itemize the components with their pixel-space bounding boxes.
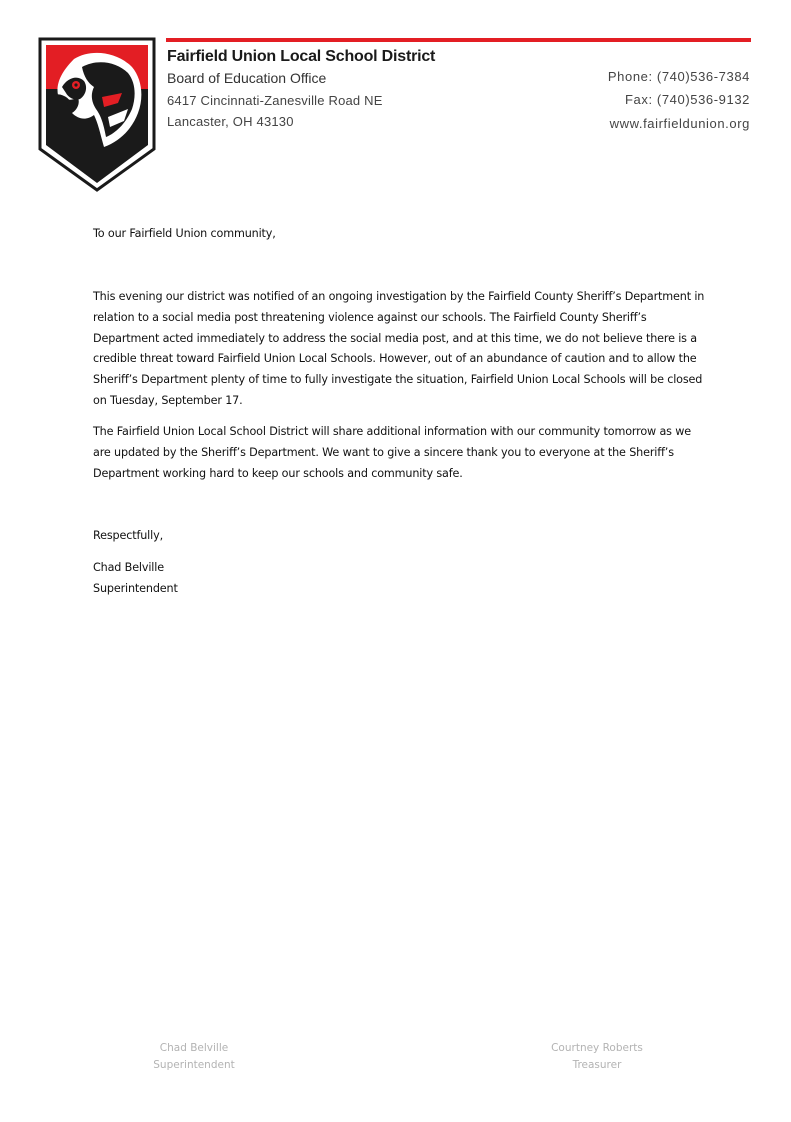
footer-right-name: Courtney Roberts (551, 1042, 643, 1054)
footer-left-name: Chad Belville (159, 1042, 229, 1054)
footer-right-title: Treasurer (572, 1059, 622, 1071)
website-link[interactable]: www.fairfieldunion.org (609, 116, 750, 131)
closing: Respectfully, (93, 529, 163, 542)
paragraph-1: This evening our district was notified of an ongoing investigation by the Fairfield County Sheriff’s Department in relation to a social media post threatening violence against our schools. The Fairfield County Sheriff’s Department acted immediately to address the social media post, and at this time, we do not believe there is a credible threat toward Fairfield Union Local Schools. However, out of an abundance of caution and to allow the Sheriff’s Department plenty of time to fully investigate the situation, Fairfield Union Local Schools will be closed on Tuesday, September 17. (93, 290, 705, 407)
org-name: Fairfield Union Local School District (167, 48, 436, 65)
footer-superintendent (104, 1040, 284, 1074)
falcon-shield-logo (38, 37, 156, 192)
header-rule (166, 38, 751, 42)
address-line-2: Lancaster, OH 43130 (167, 114, 294, 129)
phone-number: Phone: (740)536-7384 (607, 69, 750, 84)
fax-number: Fax: (740)536-9132 (625, 92, 750, 107)
paragraph-2: The Fairfield Union Local School District will share additional information with our community tomorrow as we are updated by the Sheriff’s Department. We want to give a sincere thank you to everyone at the Sheriff’s Department working hard to keep our schools and community safe. (93, 425, 691, 480)
footer-left-title: Superintendent (153, 1059, 235, 1071)
salutation: To our Fairfield Union community, (93, 227, 276, 240)
signer-name: Chad Belville (93, 561, 164, 574)
address-line-1: 6417 Cincinnati-Zanesville Road NE (167, 93, 383, 108)
office-name: Board of Education Office (167, 70, 327, 86)
signer-title: Superintendent (93, 582, 178, 595)
footer-treasurer (507, 1040, 687, 1074)
